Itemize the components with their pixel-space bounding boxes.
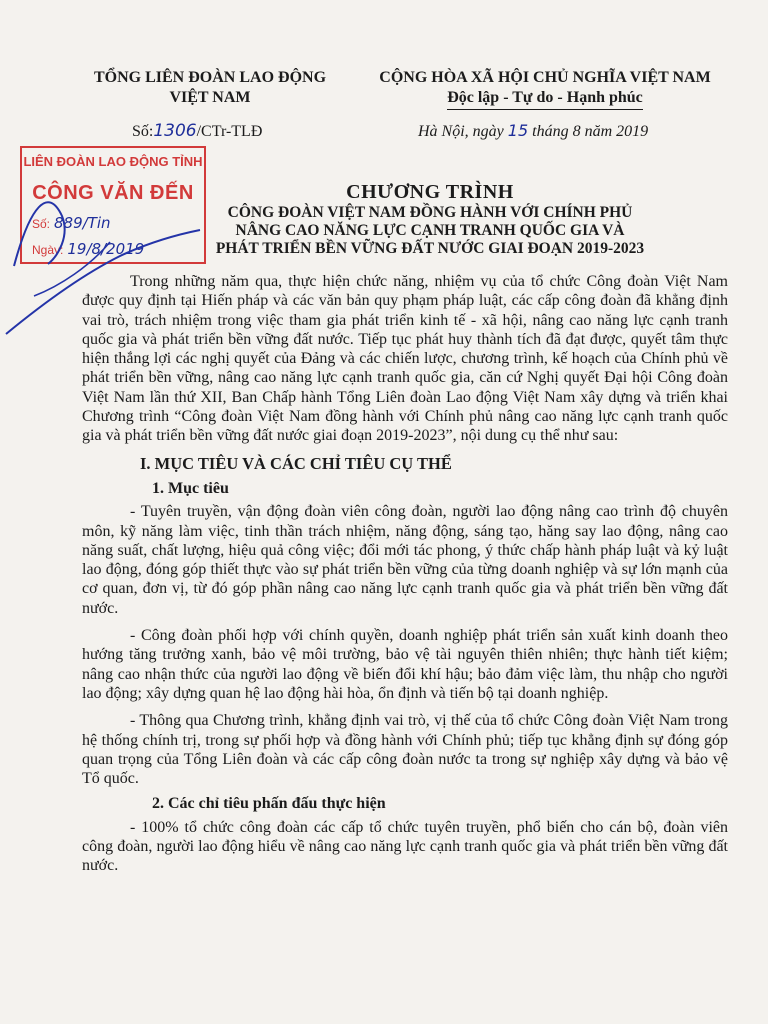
issue-date xyxy=(418,121,648,141)
objective-paragraph-3: - Thông qua Chương trình, khẳng định vai trò, vị thế của tổ chức Công đoàn Việt Nam trong hệ thống chính trị, trong sự phối hợp và đồng hành với Chính phủ; tiếp tục khẳng định sự đóng góp quan trọng của Tổng Liên đoàn và các cấp công đoàn nước ta trong sự nghiệp xây dựng và bảo vệ Tổ quốc. xyxy=(82,712,728,788)
date-suffix: tháng 8 năm 2019 xyxy=(532,123,649,140)
date-prefix: Hà Nội, ngày xyxy=(418,123,504,140)
document-number xyxy=(132,121,262,141)
document-subtitle-line1: CÔNG ĐOÀN VIỆT NAM ĐỒNG HÀNH VỚI CHÍNH PHỦ xyxy=(227,204,633,221)
section-heading-1: I. MỤC TIÊU VÀ CÁC CHỈ TIÊU CỤ THỂ xyxy=(140,453,452,473)
objective-paragraph-1: - Tuyên truyền, vận động đoàn viên công đoàn, người lao động nâng cao trình độ chuyên môn, kỹ năng làm việc, tinh thần trách nhiệm, năng động, sáng tạo, hăng say lao động, nâng cao năng suất, chất lượng, hiệu quả công việc; đổi mới tác phong, ý thức chấp hành pháp luật và kỷ luật lao động, đóng góp thiết thực vào sự phát triển bền vững của từng doanh nghiệp và sự lớn mạnh của cơ quan, đơn vị, từ đó góp phần nâng cao năng lực cạnh tranh quốc gia và phát triển bền vững đất nước. xyxy=(82,503,728,617)
intro-paragraph: Trong những năm qua, thực hiện chức năng, nhiệm vụ của tổ chức Công đoàn Việt Nam được quy định tại Hiến pháp và các văn bản quy phạm pháp luật, các cấp công đoàn đã khẳng định vai trò, trách nhiệm trong việc tham gia phát triển kinh tế - xã hội, nâng cao năng lực cạnh tranh quốc gia và phát triển bền vững đất nước. Tiếp tục phát huy thành tích đã đạt được, quyết tâm thực hiện thắng lợi các nghị quyết của Đảng và các chiến lược, chương trình, kế hoạch của Chính phủ về phát triển bền vững, nâng cao năng lực cạnh tranh quốc gia, căn cứ Nghị quyết Đại hội Công đoàn Việt Nam lần thứ XII, Ban Chấp hành Tổng Liên đoàn Lao động Việt Nam xây dựng và triển khai Chương trình “Công đoàn Việt Nam đồng hành với Chính phủ nâng cao năng lực cạnh tranh quốc gia và phát triển bền vững đất nước giai đoạn 2019-2023”, nội dung cụ thể như sau: xyxy=(82,273,728,445)
issuing-org xyxy=(60,68,360,108)
national-motto: Độc lập - Tự do - Hạnh phúc xyxy=(447,88,643,110)
stamp-date-row xyxy=(32,240,144,258)
issuing-org-line2: VIỆT NAM xyxy=(169,89,251,106)
document-title-block xyxy=(150,180,710,258)
docno-suffix: /CTr-TLĐ xyxy=(196,123,263,140)
nation-name: CỘNG HÒA XÃ HỘI CHỦ NGHĨA VIỆT NAM xyxy=(379,69,711,86)
stamp-number-row xyxy=(32,214,111,232)
objective-paragraph-2: - Công đoàn phối hợp với chính quyền, doanh nghiệp phát triển sản xuất kinh doanh theo hướng tăng trưởng xanh, bảo vệ môi trường, bảo vệ tài nguyên thiên nhiên; thực hành tiết kiệm; nâng cao nhận thức của người lao động về biến đổi khí hậu; bảo đảm việc làm, thu nhập cho người lao động; xây dựng quan hệ lao động hài hòa, ổn định và tiến bộ tại doanh nghiệp. xyxy=(82,627,728,702)
target-paragraph-1: - 100% tổ chức công đoàn các cấp tổ chức tuyên truyền, phổ biến cho cán bộ, đoàn viên công đoàn, người lao động hiểu về nâng cao năng lực cạnh tranh quốc gia và phát triển bền vững đất nước. xyxy=(82,818,728,875)
subsection-heading-1: 1. Mục tiêu xyxy=(152,479,229,497)
subsection-heading-2: 2. Các chỉ tiêu phấn đấu thực hiện xyxy=(152,795,386,813)
document-subtitle-line2: NÂNG CAO NĂNG LỰC CẠNH TRANH QUỐC GIA VÀ xyxy=(235,222,625,239)
stamp-title: CÔNG VĂN ĐẾN xyxy=(32,182,194,204)
stamp-number-label: Số: xyxy=(32,217,51,231)
document-body xyxy=(82,272,728,876)
issuing-org-line1: TỔNG LIÊN ĐOÀN LAO ĐỘNG xyxy=(93,69,327,86)
stamp-number-handwritten: 889/Tin xyxy=(54,214,111,232)
stamp-date-label: Ngày: xyxy=(32,243,64,257)
date-day-handwritten: 15 xyxy=(507,121,529,140)
national-header xyxy=(360,68,730,110)
document-subtitle-line3: PHÁT TRIỂN BỀN VỮNG ĐẤT NƯỚC GIAI ĐOẠN 2019-2023 xyxy=(215,240,645,257)
docno-prefix: Số: xyxy=(132,123,154,140)
stamp-org: LIÊN ĐOÀN LAO ĐỘNG TỈNH xyxy=(23,154,203,169)
docno-handwritten: 1306 xyxy=(153,121,197,141)
document-title: CHƯƠNG TRÌNH xyxy=(346,181,514,203)
stamp-date-handwritten: 19/8/2019 xyxy=(67,240,145,258)
